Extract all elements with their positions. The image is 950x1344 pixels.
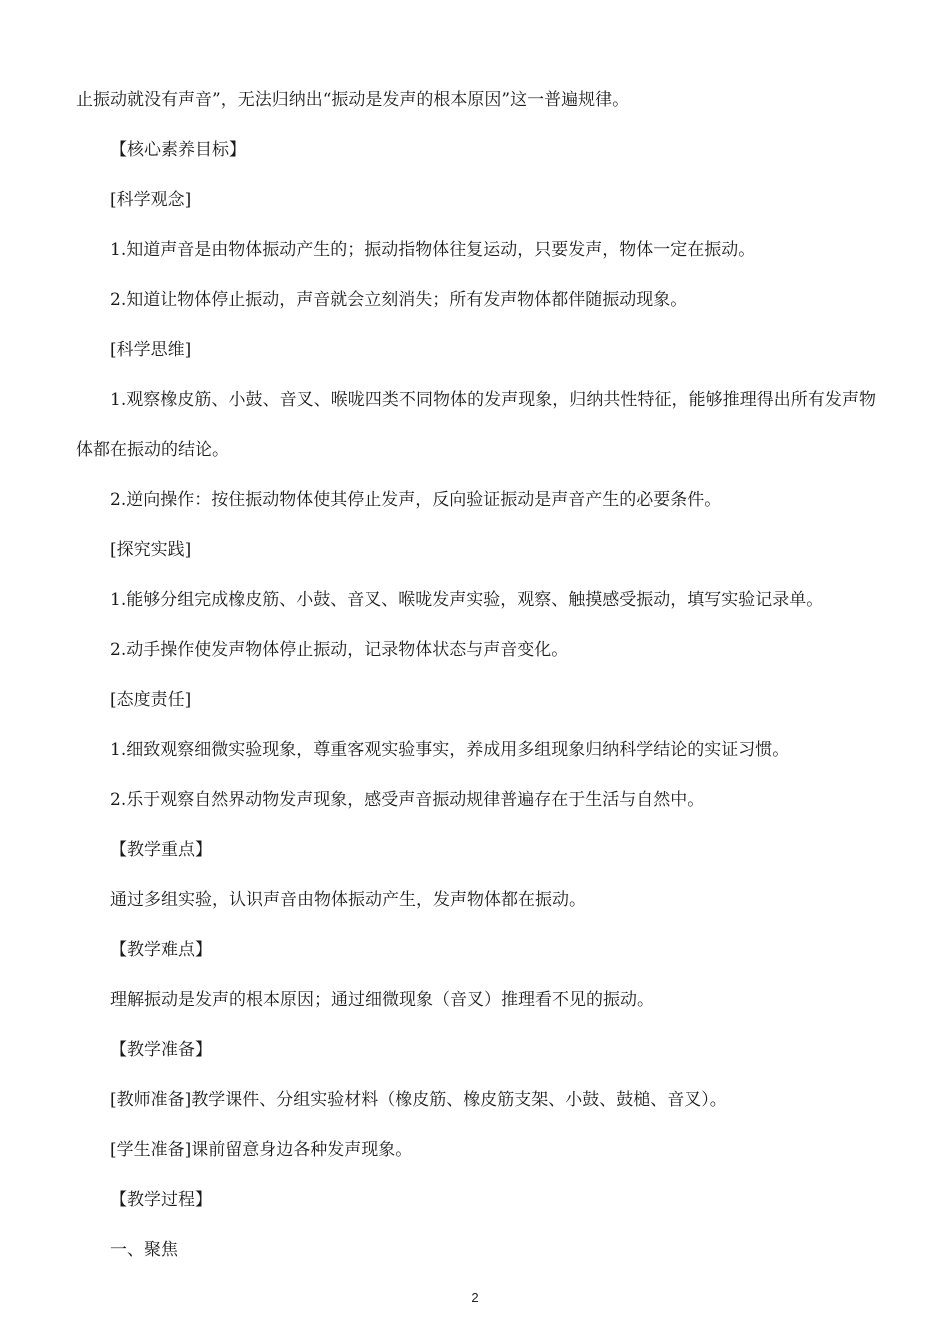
attitude-item-1: 1.细致观察细微实验现象，尊重客观实验事实，养成用多组现象归纳科学结论的实证习惯。 <box>110 740 790 760</box>
attitude-item-2: 2.乐于观察自然界动物发声现象，感受声音振动规律普遍存在于生活与自然中。 <box>110 790 705 810</box>
heading-difficult-points: 【教学难点】 <box>110 940 212 960</box>
heading-teaching-process: 【教学过程】 <box>110 1190 212 1210</box>
thinking-item-1: 1.观察橡皮筋、小鼓、音叉、喉咙四类不同物体的发声现象，归纳共性特征，能够推理得出所有发声物体都在振动的结论。 <box>76 390 876 460</box>
paragraph-continuation: 止振动就没有声音”，无法归纳出“振动是发声的根本原因”这一普遍规律。 <box>76 90 630 110</box>
concept-item-1: 1.知道声音是由物体振动产生的；振动指物体往复运动，只要发声，物体一定在振动。 <box>110 240 756 260</box>
heading-preparation: 【教学准备】 <box>110 1040 212 1060</box>
practice-item-1: 1.能够分组完成橡皮筋、小鼓、音叉、喉咙发声实验，观察、触摸感受振动，填写实验记录单。 <box>110 590 824 610</box>
heading-key-points: 【教学重点】 <box>110 840 212 860</box>
page-number: 2 <box>471 1290 479 1305</box>
practice-item-2: 2.动手操作使发声物体停止振动，记录物体状态与声音变化。 <box>110 640 569 660</box>
teacher-preparation: [教师准备]教学课件、分组实验材料（橡皮筋、橡皮筋支架、小鼓、鼓槌、音叉）。 <box>110 1090 727 1110</box>
student-preparation: [学生准备]课前留意身边各种发声现象。 <box>110 1140 413 1160</box>
subheading-inquiry-practice: [探究实践] <box>110 540 192 560</box>
thinking-item-2: 2.逆向操作：按住振动物体使其停止发声，反向验证振动是声音产生的必要条件。 <box>110 490 722 510</box>
subheading-attitude-responsibility: [态度责任] <box>110 690 192 710</box>
subheading-science-thinking: [科学思维] <box>110 340 192 360</box>
section-focus: 一、聚焦 <box>110 1240 178 1260</box>
key-points-text: 通过多组实验，认识声音由物体振动产生，发声物体都在振动。 <box>110 890 586 910</box>
difficult-points-text: 理解振动是发声的根本原因；通过细微现象（音叉）推理看不见的振动。 <box>110 990 654 1010</box>
subheading-science-concept: [科学观念] <box>110 190 192 210</box>
heading-core-goals: 【核心素养目标】 <box>110 140 246 160</box>
concept-item-2: 2.知道让物体停止振动，声音就会立刻消失；所有发声物体都伴随振动现象。 <box>110 290 688 310</box>
